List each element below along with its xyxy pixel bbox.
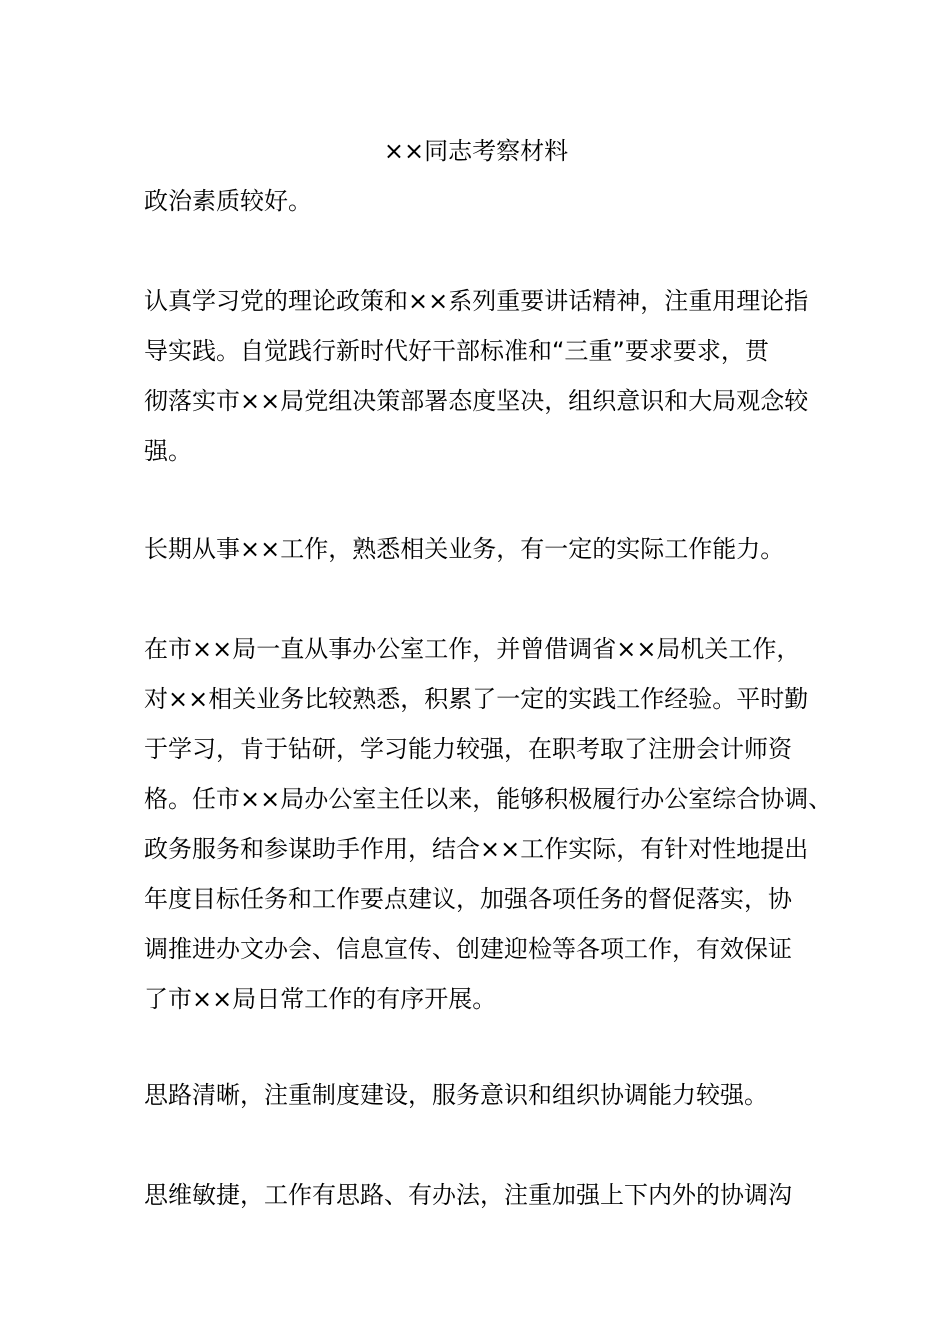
paragraph-line: 强。 (144, 437, 192, 465)
document-title: ××同志考察材料 (383, 137, 569, 165)
paragraph-clear-thinking (144, 1070, 824, 1120)
paragraph-line: 认真学习党的理论政策和××系列重要讲话精神，注重用理论指 (144, 287, 809, 315)
paragraph-line: 政务服务和参谋助手作用，结合××工作实际，有针对性地提出 (144, 835, 809, 863)
paragraph-line: 思维敏捷，工作有思路、有办法，注重加强上下内外的协调沟 (144, 1181, 792, 1209)
paragraph-line: 对××相关业务比较熟悉，积累了一定的实践工作经验。平时勤 (144, 685, 809, 713)
paragraph-line: 在市××局一直从事办公室工作，并曾借调省××局机关工作， (144, 635, 801, 663)
paragraph-line: 年度目标任务和工作要点建议，加强各项任务的督促落实，协 (144, 885, 792, 913)
paragraph-line: 导实践。自觉践行新时代好干部标准和“三重”要求要求，贯 (144, 337, 769, 365)
paragraph-line: 政治素质较好。 (144, 187, 312, 215)
paragraph-line: 长期从事××工作，熟悉相关业务，有一定的实际工作能力。 (144, 535, 785, 563)
paragraph-agile-thinking (144, 1170, 824, 1220)
paragraph-line: 了市××局日常工作的有序开展。 (144, 985, 497, 1013)
paragraph-line: 调推进办文办会、信息宣传、创建迎检等各项工作，有效保证 (144, 935, 792, 963)
paragraph-line: 彻落实市××局党组决策部署态度坚决，组织意识和大局观念较 (144, 387, 809, 415)
paragraph-line: 思路清晰，注重制度建设，服务意识和组织协调能力较强。 (144, 1081, 768, 1109)
paragraph-line: 格。任市××局办公室主任以来，能够积极履行办公室综合协调、 (144, 785, 833, 813)
paragraph-line: 于学习，肯于钻研，学习能力较强，在职考取了注册会计师资 (144, 735, 792, 763)
paragraph-work-experience (144, 524, 824, 574)
paragraph-political-detail (144, 276, 824, 476)
paragraph-political-quality (144, 176, 824, 226)
paragraph-work-detail (144, 624, 833, 1024)
